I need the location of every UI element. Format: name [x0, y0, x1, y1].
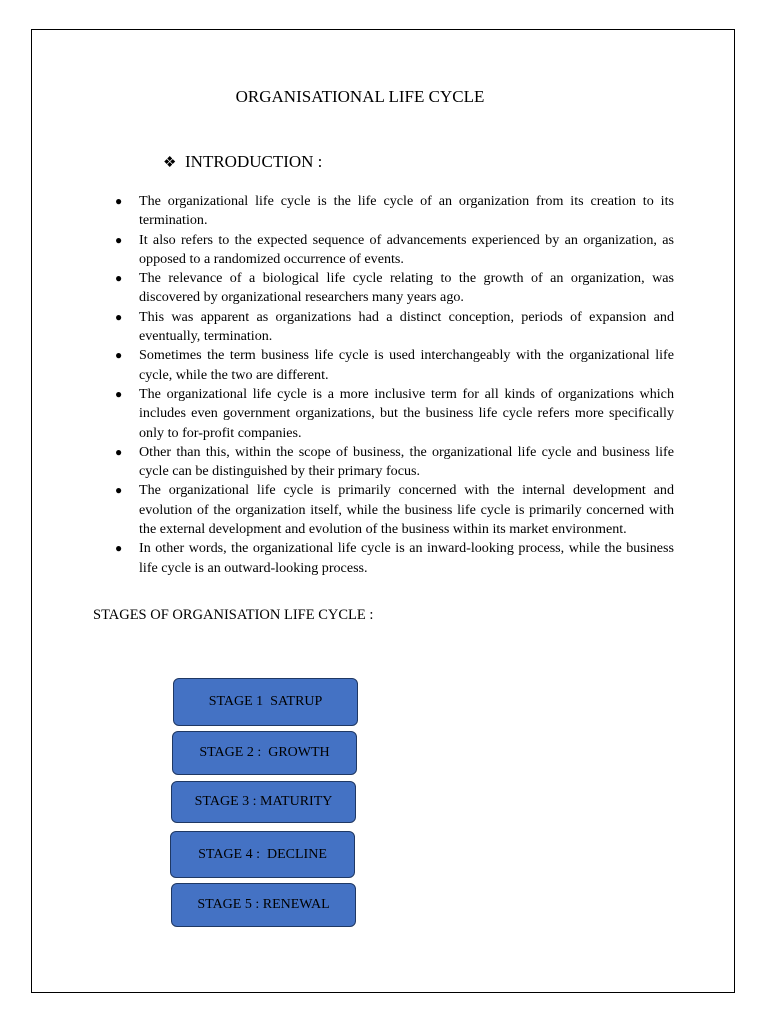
stage-box-5	[171, 883, 356, 927]
list-item: ● Sometimes the term business life cycle is used interchangeably with the organizational life cycle, while the two are different.	[115, 347, 674, 383]
bullet-dot-icon: ●	[115, 348, 123, 363]
list-item: ● The relevance of a biological life cycle relating to the growth of an organization, was discovered by organizational researchers many years ago.	[115, 270, 674, 306]
list-item: ● The organizational life cycle is a more inclusive term for all kinds of organizations which includes even government organizations, but the business life cycle refers more specifically only to for-profit companies.	[115, 385, 674, 441]
stage-label: STAGE 2 : GROWTH	[199, 745, 330, 760]
list-item: ● In other words, the organizational life cycle is an inward-looking process, while the business life cycle is an outward-looking process.	[115, 540, 674, 576]
intro-label: INTRODUCTION :	[185, 152, 323, 171]
stages-heading: STAGES OF ORGANISATION LIFE CYCLE :	[93, 607, 374, 623]
page-title: ORGANISATIONAL LIFE CYCLE	[235, 87, 485, 106]
bullet-dot-icon: ●	[115, 483, 123, 498]
bullet-dot-icon: ●	[115, 194, 123, 208]
diamond-bullet-icon: ❖	[163, 155, 177, 171]
bullet-dot-icon: ●	[115, 444, 123, 459]
intro-bullet-list	[110, 192, 674, 578]
bullet-dot-icon: ●	[115, 386, 123, 401]
intro-heading	[163, 152, 322, 172]
list-item: ● The organizational life cycle is the life cycle of an organization from its creation to its termination.	[115, 193, 674, 229]
list-item: ● Other than this, within the scope of business, the organizational life cycle and business life cycle can be distinguished by their primary focus.	[115, 443, 674, 480]
bullet-dot-icon: ●	[115, 271, 123, 286]
bullet-dot-icon: ●	[115, 309, 123, 324]
stage-label: STAGE 5 : RENEWAL	[197, 897, 330, 912]
list-item: ● This was apparent as organizations had a distinct conception, periods of expansion and eventually, termination.	[115, 308, 674, 345]
stage-label: STAGE 4 : DECLINE	[198, 846, 327, 862]
stage-box-4	[170, 831, 355, 878]
stage-label: STAGE 3 : MATURITY	[194, 794, 333, 809]
stage-box-2	[172, 731, 357, 775]
stage-box-3	[171, 781, 356, 823]
bullet-dot-icon: ●	[115, 541, 123, 556]
stage-box-1	[173, 678, 358, 726]
stage-label: STAGE 1 SATRUP	[208, 694, 323, 709]
list-item: ● It also refers to the expected sequence of advancements experienced by an organization, as opposed to a randomized occurrence of events.	[115, 231, 674, 267]
list-item: ● The organizational life cycle is primarily concerned with the internal development and evolution of the organization itself, while the business life cycle is primarily concerned with the external development and evolution of the business within its market environment.	[115, 482, 674, 538]
bullet-dot-icon: ●	[115, 232, 123, 247]
